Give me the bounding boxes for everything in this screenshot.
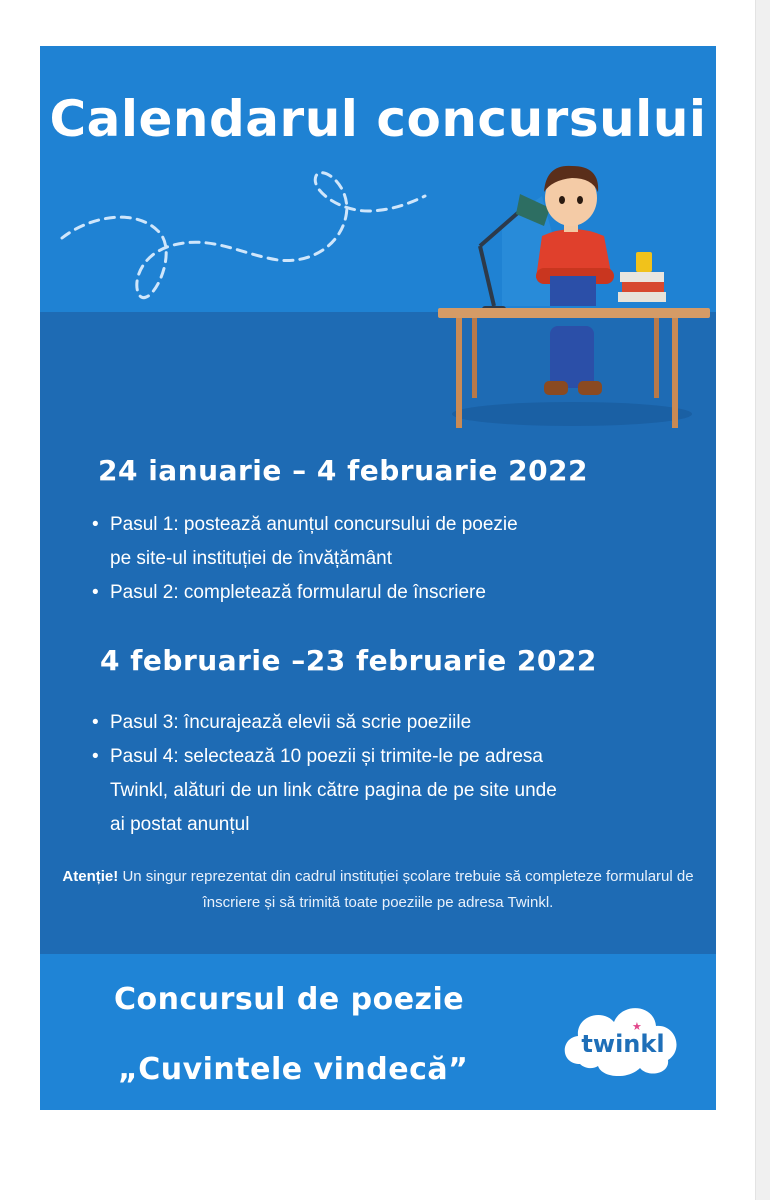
period-2-date: 4 februarie –23 februarie 2022 (100, 644, 597, 677)
period-1-steps (90, 508, 650, 610)
period-2-steps (90, 706, 650, 842)
period-1-date: 24 ianuarie – 4 februarie 2022 (98, 454, 589, 487)
footer-contest-name: Concursul de poezie (114, 982, 465, 1017)
step-3: • Pasul 3: încurajează elevii să scrie poeziile (90, 706, 650, 740)
dashed-path-decoration (40, 46, 460, 316)
step-1: • Pasul 1: postează anunțul concursului de poezie pe site-ul instituției de învățământ (90, 508, 540, 576)
star-icon: ★ (632, 1020, 642, 1033)
scan-edge (755, 0, 770, 1200)
footer-contest-title: „Cuvintele vindecă” (118, 1052, 469, 1087)
attention-note (50, 864, 706, 916)
step-4: • Pasul 4: selectează 10 poezii și trimite-le pe adresa Twinkl, alături de un link către pagina de pe site unde ai postat anunțul (90, 740, 560, 842)
twinkl-logo (558, 994, 688, 1080)
poster (40, 46, 716, 1110)
attention-label: Atenție! (62, 868, 119, 885)
twinkl-logo-text: twinkl (581, 1030, 665, 1058)
student-at-desk-illustration (432, 156, 716, 436)
attention-text: Un singur reprezentat din cadrul instituției școlare trebuie să completeze formularul de înscriere și să trimită toate poeziile pe adresa Twinkl. (122, 868, 694, 911)
step-2: • Pasul 2: completează formularul de înscriere (90, 576, 650, 610)
page-title: Calendarul concursului (49, 90, 707, 148)
